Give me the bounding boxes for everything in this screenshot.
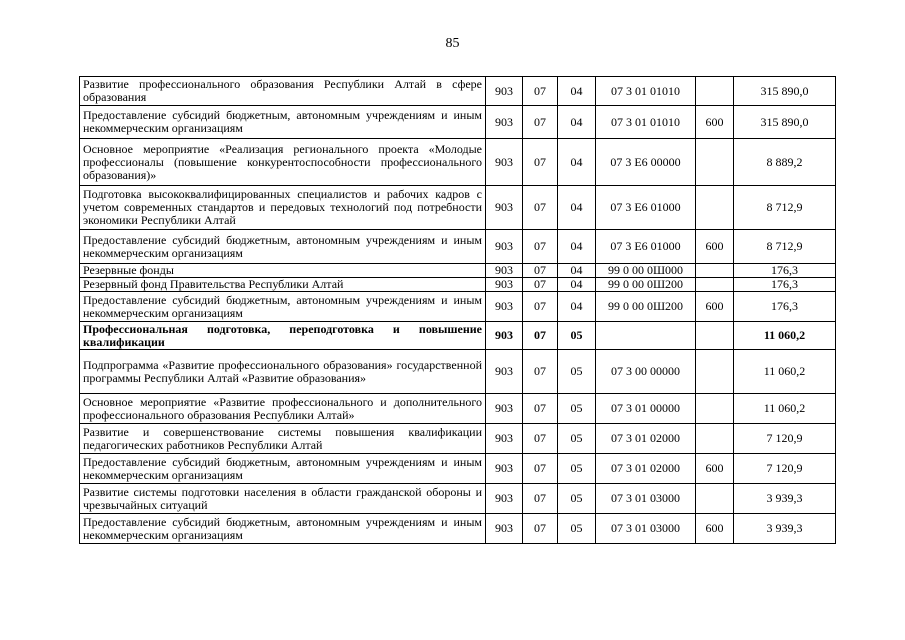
section-code-cell: 07 (523, 484, 558, 514)
section-code-cell: 07 (523, 77, 558, 106)
amount-cell: 176,3 (734, 264, 836, 278)
row-name-cell: Основное мероприятие «Развитие профессионального и дополнительного профессионального образования Республики Алтай» (80, 394, 486, 424)
expense-type-cell: 600 (696, 230, 734, 264)
row-name-cell: Предоставление субсидий бюджетным, автономным учреждениям и иным некоммерческим организациям (80, 292, 486, 322)
expense-type-cell (696, 350, 734, 394)
subsection-code-cell: 05 (558, 350, 596, 394)
expense-type-cell (696, 77, 734, 106)
row-name-cell: Резервный фонд Правительства Республики Алтай (80, 278, 486, 292)
amount-cell: 8 712,9 (734, 230, 836, 264)
table-row (80, 264, 836, 278)
subsection-code-cell: 04 (558, 230, 596, 264)
section-code-cell: 07 (523, 230, 558, 264)
expense-type-cell: 600 (696, 514, 734, 544)
budget-table (79, 76, 836, 544)
row-name-cell: Предоставление субсидий бюджетным, автономным учреждениям и иным некоммерческим организациям (80, 454, 486, 484)
amount-cell: 315 890,0 (734, 106, 836, 139)
target-article-cell: 07 3 E6 01000 (596, 186, 696, 230)
section-code-cell: 07 (523, 278, 558, 292)
table-row (80, 230, 836, 264)
amount-cell: 8 712,9 (734, 186, 836, 230)
ministry-code-cell: 903 (486, 278, 523, 292)
amount-cell: 176,3 (734, 278, 836, 292)
target-article-cell: 99 0 00 0Ш200 (596, 278, 696, 292)
expense-type-cell (696, 394, 734, 424)
table-row (80, 394, 836, 424)
ministry-code-cell: 903 (486, 264, 523, 278)
expense-type-cell (696, 139, 734, 186)
ministry-code-cell: 903 (486, 139, 523, 186)
target-article-cell: 07 3 01 01010 (596, 77, 696, 106)
subsection-code-cell: 05 (558, 322, 596, 350)
ministry-code-cell: 903 (486, 186, 523, 230)
expense-type-cell (696, 424, 734, 454)
target-article-cell: 07 3 01 01010 (596, 106, 696, 139)
subsection-code-cell: 04 (558, 106, 596, 139)
target-article-cell: 99 0 00 0Ш000 (596, 264, 696, 278)
expense-type-cell: 600 (696, 106, 734, 139)
row-name-cell: Подпрограмма «Развитие профессионального образования» государственной программы Республики Алтай «Развитие образования» (80, 350, 486, 394)
section-code-cell: 07 (523, 514, 558, 544)
amount-cell: 11 060,2 (734, 394, 836, 424)
subsection-code-cell: 05 (558, 454, 596, 484)
amount-cell: 11 060,2 (734, 322, 836, 350)
ministry-code-cell: 903 (486, 230, 523, 264)
ministry-code-cell: 903 (486, 77, 523, 106)
target-article-cell: 07 3 E6 01000 (596, 230, 696, 264)
row-name-cell: Основное мероприятие «Реализация регионального проекта «Молодые профессионалы (повышение конкурентоспособности профессионального образования)» (80, 139, 486, 186)
section-code-cell: 07 (523, 350, 558, 394)
ministry-code-cell: 903 (486, 394, 523, 424)
table-row (80, 278, 836, 292)
section-code-cell: 07 (523, 264, 558, 278)
table-row (80, 350, 836, 394)
row-name-cell: Предоставление субсидий бюджетным, автономным учреждениям и иным некоммерческим организациям (80, 106, 486, 139)
amount-cell: 176,3 (734, 292, 836, 322)
row-name-cell: Подготовка высококвалифицированных специалистов и рабочих кадров с учетом современных стандартов и передовых технологий под потребности экономики Республики Алтай (80, 186, 486, 230)
row-name-cell: Профессиональная подготовка, переподготовка и повышение квалификации (80, 322, 486, 350)
target-article-cell: 07 3 01 03000 (596, 514, 696, 544)
amount-cell: 3 939,3 (734, 484, 836, 514)
table-row (80, 139, 836, 186)
target-article-cell: 07 3 00 00000 (596, 350, 696, 394)
table-row (80, 77, 836, 106)
target-article-cell: 07 3 01 03000 (596, 484, 696, 514)
section-code-cell: 07 (523, 186, 558, 230)
row-name-cell: Предоставление субсидий бюджетным, автономным учреждениям и иным некоммерческим организациям (80, 514, 486, 544)
ministry-code-cell: 903 (486, 322, 523, 350)
target-article-cell: 07 3 01 02000 (596, 454, 696, 484)
section-code-cell: 07 (523, 292, 558, 322)
row-name-cell: Резервные фонды (80, 264, 486, 278)
table-row (80, 322, 836, 350)
expense-type-cell (696, 484, 734, 514)
table-row (80, 186, 836, 230)
ministry-code-cell: 903 (486, 292, 523, 322)
amount-cell: 8 889,2 (734, 139, 836, 186)
ministry-code-cell: 903 (486, 350, 523, 394)
subsection-code-cell: 04 (558, 77, 596, 106)
section-code-cell: 07 (523, 322, 558, 350)
table-row (80, 454, 836, 484)
expense-type-cell: 600 (696, 454, 734, 484)
subsection-code-cell: 04 (558, 292, 596, 322)
ministry-code-cell: 903 (486, 454, 523, 484)
target-article-cell: 07 3 E6 00000 (596, 139, 696, 186)
row-name-cell: Предоставление субсидий бюджетным, автономным учреждениям и иным некоммерческим организациям (80, 230, 486, 264)
table-row (80, 292, 836, 322)
section-code-cell: 07 (523, 454, 558, 484)
section-code-cell: 07 (523, 139, 558, 186)
table-row (80, 514, 836, 544)
ministry-code-cell: 903 (486, 424, 523, 454)
amount-cell: 3 939,3 (734, 514, 836, 544)
page-number: 85 (445, 36, 460, 51)
section-code-cell: 07 (523, 394, 558, 424)
amount-cell: 11 060,2 (734, 350, 836, 394)
row-name-cell: Развитие профессионального образования Республики Алтай в сфере образования (80, 77, 486, 106)
section-code-cell: 07 (523, 424, 558, 454)
subsection-code-cell: 04 (558, 278, 596, 292)
row-name-cell: Развитие и совершенствование системы повышения квалификации педагогических работников Республики Алтай (80, 424, 486, 454)
table-row (80, 424, 836, 454)
expense-type-cell (696, 322, 734, 350)
subsection-code-cell: 05 (558, 484, 596, 514)
expense-type-cell (696, 264, 734, 278)
subsection-code-cell: 05 (558, 394, 596, 424)
ministry-code-cell: 903 (486, 514, 523, 544)
expense-type-cell (696, 186, 734, 230)
target-article-cell: 07 3 01 00000 (596, 394, 696, 424)
target-article-cell: 99 0 00 0Ш200 (596, 292, 696, 322)
target-article-cell (596, 322, 696, 350)
section-code-cell: 07 (523, 106, 558, 139)
table-body (80, 77, 836, 544)
subsection-code-cell: 04 (558, 186, 596, 230)
ministry-code-cell: 903 (486, 484, 523, 514)
expense-type-cell: 600 (696, 292, 734, 322)
table-row (80, 484, 836, 514)
amount-cell: 7 120,9 (734, 424, 836, 454)
subsection-code-cell: 05 (558, 514, 596, 544)
subsection-code-cell: 04 (558, 264, 596, 278)
target-article-cell: 07 3 01 02000 (596, 424, 696, 454)
ministry-code-cell: 903 (486, 106, 523, 139)
expense-type-cell (696, 278, 734, 292)
amount-cell: 7 120,9 (734, 454, 836, 484)
table-row (80, 106, 836, 139)
amount-cell: 315 890,0 (734, 77, 836, 106)
row-name-cell: Развитие системы подготовки населения в области гражданской обороны и чрезвычайных ситуаций (80, 484, 486, 514)
subsection-code-cell: 05 (558, 424, 596, 454)
subsection-code-cell: 04 (558, 139, 596, 186)
